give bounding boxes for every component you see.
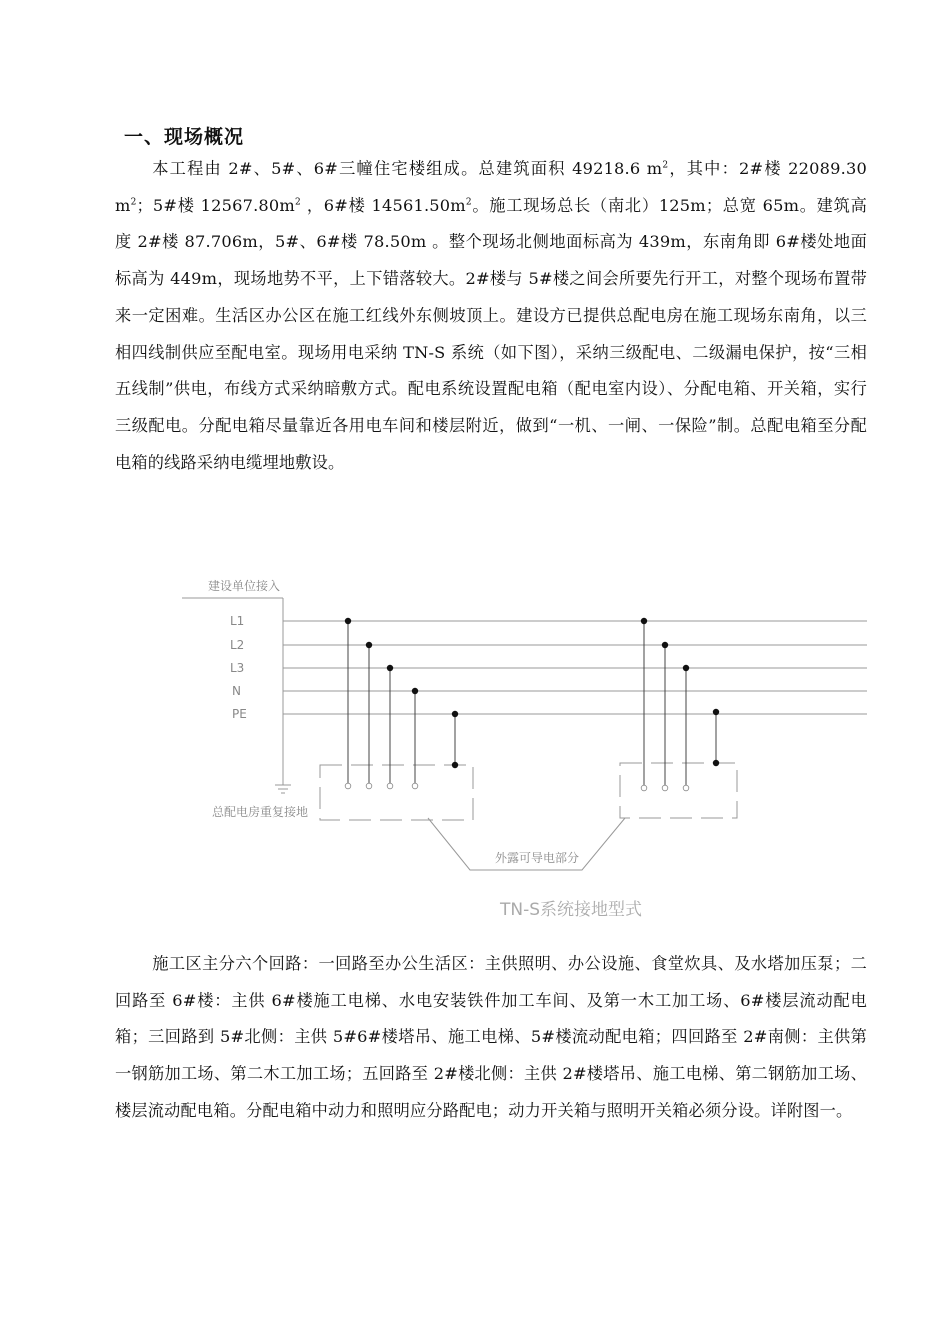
line-label-l2: L2 — [230, 638, 245, 652]
circuits-paragraph: 施工区主分六个回路：一回路至办公生活区：主供照明、办公设施、食堂炊具、及水塔加压泵；二回路至 6#楼：主供 6#楼施工电梯、水电安装铁件加工车间、及第一木工加工场、6#楼层流动配电箱；三回路到 5#北侧：主供 5#6#楼塔吊、施工电梯、5#楼流动配电箱；四回路至 2#南侧：主供第一钢筋加工场、第二木工加工场；五回路至 2#楼北侧：主供 2#楼塔吊、施工电梯、第二钢筋加工场、楼层流动配电箱。分配电箱中动力和照明应分路配电；动力开关箱与照明开关箱必须分设。详附图一。 — [115, 954, 867, 1120]
section-heading: 一、现场概况 — [124, 126, 245, 148]
para1-part-c: ；5#楼 12567.80m — [136, 195, 295, 215]
superscript: 2 — [662, 160, 669, 171]
superscript: 2 — [465, 197, 472, 208]
superscript: 2 — [294, 197, 301, 208]
line-label-n: N — [232, 684, 241, 698]
line-label-l3: L3 — [230, 661, 245, 675]
diagram-caption: TN-S系统接地型式 — [500, 900, 643, 920]
tn-s-grounding-diagram — [170, 570, 870, 925]
terminals-left — [345, 783, 418, 789]
superscript: 2 — [130, 197, 137, 208]
exposed-parts-label: 外露可导电部分 — [495, 851, 580, 865]
ground-label: 总配电房重复接地 — [212, 805, 309, 819]
para1-part-e: 。施工现场总长（南北）125m；总宽 65m。建筑高度 2#楼 87.706m，5#、6#楼 78.50m 。整个现场北侧地面标高为 439m，东南角即 6#楼处地面标高为 449m，现场地势不平，上下错落较大。2#楼与 5#楼之间会所要先行开工，对整个现场布置带来一定困难。生活区办公区在施工红线外东侧坡顶上。建设方已提供总配电房在施工现场东南角，以三相四线制供应至配电室。现场用电采纳 TN-S 系统（如下图），采纳三级配电、二级漏电保护，按“三相五线制”供电，布线方式采纳暗敷方式。配电系统设置配电箱（配电室内设）、分配电箱、开关箱，实行三级配电。分配电箱尽量靠近各用电车间和楼层附近，做到“一机、一闸、一保险”制。总配电箱至分配电箱的线路采纳电缆埋地敷设。 — [115, 195, 867, 472]
para1-part-d: ，6#楼 14561.50m — [300, 195, 466, 215]
equipment-box-right — [620, 763, 737, 818]
line-label-pe: PE — [232, 707, 247, 721]
line-label-l1: L1 — [230, 614, 245, 628]
junction-dots-right — [641, 618, 719, 766]
para1-part-b: ，其中：2#楼 22089.30 m — [115, 159, 867, 215]
junction-dots-left — [345, 618, 458, 768]
terminals-right — [641, 785, 689, 791]
overview-paragraph — [115, 151, 867, 481]
equipment-box-left — [320, 765, 473, 820]
ground-icon — [275, 785, 291, 793]
supply-label: 建设单位接入 — [208, 579, 281, 593]
para1-part-a: 本工程由 2#、5#、6#三幢住宅楼组成。总建筑面积 49218.6 m — [152, 159, 663, 178]
bus-lines — [283, 621, 867, 714]
